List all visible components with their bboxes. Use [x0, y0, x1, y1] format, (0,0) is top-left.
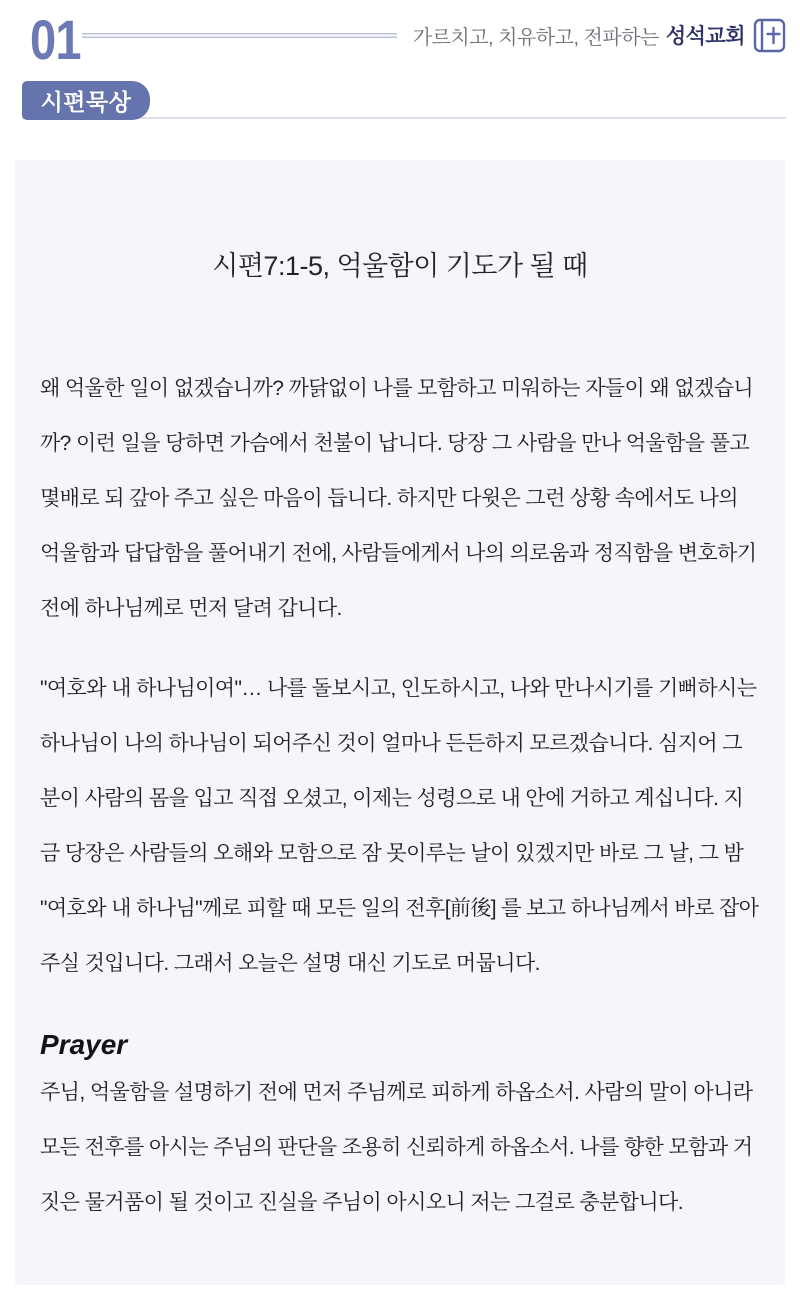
content-card	[15, 160, 785, 1285]
section-badge: 시편묵상	[22, 81, 150, 120]
body-paragraph-2: "여호와 내 하나님이여"… 나를 돌보시고, 인도하시고, 나와 만나시기를 기뻐하시는 하나님이 나의 하나님이 되어주신 것이 얼마나 든든하지 모르겠습니다. 심지어 그분이 사람의 몸을 입고 직접 오셨고, 이제는 성령으로 내 안에 거하고 계십니다. 지금 당장은 사람들의 오해와 모함으로 잠 못이루는 날이 있겠지만 바로 그 날, 그 밤 "여호와 내 하나님"께로 피할 때 모든 일의 전후[前後] 를 보고 하나님께서 바로 잡아 주실 것입니다. 그래서 오늘은 설명 대신 기도로 머뭅니다.	[40, 677, 759, 975]
header-rule	[82, 33, 397, 38]
section-number: 01	[30, 8, 81, 71]
prayer-paragraph: 주님, 억울함을 설명하기 전에 먼저 주님께로 피하게 하옵소서. 사람의 말이 아니라 모든 전후를 아시는 주님의 판단을 조용히 신뢰하게 하옵소서. 나를 향한 모함과 거짓은 물거품이 될 것이고 진실을 주님이 아시오니 저는 그걸로 충분합니다.	[40, 1081, 753, 1214]
bible-icon	[753, 18, 786, 53]
church-tagline: 가르치고, 치유하고, 전파하는	[412, 26, 659, 49]
prayer-heading: Prayer	[40, 1029, 128, 1060]
page-title: 시편7:1-5, 억울함이 기도가 될 때	[212, 251, 588, 281]
header	[82, 16, 786, 54]
church-name: 성석교회	[665, 25, 745, 48]
body-paragraph-1: 왜 억울한 일이 없겠습니까? 까닭없이 나를 모함하고 미워하는 자들이 왜 없겠습니까? 이런 일을 당하면 가슴에서 천불이 납니다. 당장 그 사람을 만나 억울함을 풀고 몇배로 되 갚아 주고 싶은 마음이 듭니다. 하지만 다윗은 그런 상황 속에서도 나의 억울함과 답답함을 풀어내기 전에, 사람들에게서 나의 의로움과 정직함을 변호하기 전에 하나님께로 먼저 달려 갑니다.	[40, 377, 757, 620]
